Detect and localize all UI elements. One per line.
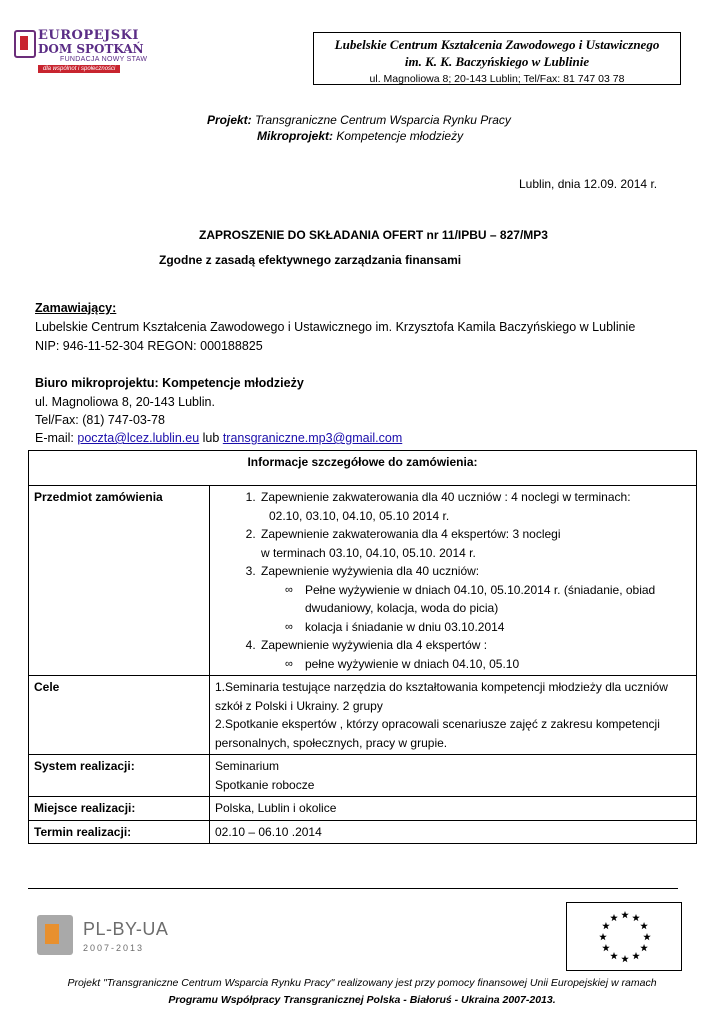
table-row <box>29 820 697 844</box>
logo-line-4: dla wspólnot i społeczności <box>38 65 120 73</box>
eu-star-icon <box>640 922 648 929</box>
eu-stars-icon <box>567 903 683 972</box>
item-continuation: 02.10, 03.10, 04.10, 05.10 2014 r. <box>269 508 450 523</box>
institution-name-1: Lubelskie Centrum Kształcenia Zawodowego i Ustawicznego <box>334 37 660 52</box>
footer-divider <box>28 888 678 889</box>
microproject-label: Mikroprojekt: <box>257 129 334 143</box>
zamawiajacy-ids: NIP: 946-11-52-304 REGON: 000188825 <box>35 339 263 353</box>
project-value: Transgraniczne Centrum Wsparcia Rynku Pracy <box>251 113 511 127</box>
list-item <box>259 488 691 525</box>
document-title: ZAPROSZENIE DO SKŁADANIA OFERT nr 11/IPBU – 827/MP3 <box>199 228 548 242</box>
cele-content <box>210 676 697 755</box>
zamawiajacy-heading: Zamawiający: <box>35 301 117 315</box>
sub-list <box>261 655 691 674</box>
eu-star-icon <box>610 952 618 959</box>
biuro-email-line <box>35 429 402 448</box>
eu-star-icon <box>621 911 629 918</box>
institution-name-2: im. K. K. Baczyńskiego w Lublinie <box>404 54 590 69</box>
pl-by-ua-logo <box>37 915 177 960</box>
document-date: Lublin, dnia 12.09. 2014 r. <box>519 177 658 191</box>
eu-star-icon <box>610 914 618 921</box>
cele-label: Cele <box>29 676 210 755</box>
item-text: Zapewnienie wyżywienia dla 4 ekspertów : <box>261 638 488 652</box>
footer-line-1: Projekt "Transgraniczne Centrum Wsparcia Rynku Pracy" realizowany jest przy pomocy finansowej Unii Europejskiej w ramach <box>67 977 657 989</box>
footer-line-2: Programu Współpracy Transgranicznej Polska - Białoruś - Ukraina 2007-2013. <box>168 994 556 1006</box>
microproject-value: Kompetencje młodzieży <box>333 129 464 143</box>
system-content <box>210 755 697 797</box>
item-text: Zapewnienie wyżywienia dla 40 uczniów: <box>261 564 480 578</box>
miejsce-value: Polska, Lublin i okolice <box>210 797 697 821</box>
eu-star-icon <box>599 933 607 940</box>
email-link-transgraniczne[interactable]: transgraniczne.mp3@gmail.com <box>222 431 403 445</box>
termin-label: Termin realizacji: <box>29 820 210 844</box>
miejsce-label: Miejsce realizacji: <box>29 797 210 821</box>
eu-flag-logo <box>566 902 682 971</box>
email-separator: lub <box>199 431 223 445</box>
logo-line-1: EUROPEJSKI <box>38 28 139 43</box>
eu-star-icon <box>632 914 640 921</box>
pl-by-ua-years: 2007-2013 <box>83 943 145 953</box>
przedmiot-label: Przedmiot zamówienia <box>29 486 210 676</box>
zamawiajacy-name: Lubelskie Centrum Kształcenia Zawodowego i Ustawicznego im. Krzysztofa Kamila Baczyńskiego w Lublinie <box>35 320 636 334</box>
table-row <box>29 676 697 755</box>
system-line-1: Seminarium <box>215 759 280 773</box>
cele-line-1: 1.Seminaria testujące narzędzia do kształtowania kompetencji młodzieży dla uczniów szkół z Polski i Ukrainy. 2 grupy <box>215 680 668 713</box>
biuro-address: ul. Magnoliowa 8, 20-143 Lublin. <box>35 395 215 409</box>
email-link-poczta[interactable]: poczta@lcez.lublin.eu <box>77 431 200 445</box>
logo-line-3: FUNDACJA NOWY STAW <box>60 56 148 63</box>
pl-by-ua-name: PL-BY-UA <box>83 919 169 939</box>
item-continuation: w terminach 03.10, 04.10, 05.10. 2014 r. <box>261 545 476 560</box>
cele-line-2: 2.Spotkanie ekspertów , którzy opracowali scenariusze zajęć z zakresu kompetencji personalnych, społecznych, pracy w grupie. <box>215 717 660 750</box>
sub-list-item: ∞ Pełne wyżywienie w dniach 04.10, 05.10.2014 r. (śniadanie, obiad dwudaniowy, kolacja, woda do picia) <box>285 581 691 618</box>
logo-line-2: DOM SPOTKAŃ <box>38 42 144 56</box>
logo-emblem-icon <box>14 30 36 58</box>
institution-header-box <box>313 32 681 85</box>
eu-star-icon <box>643 933 651 940</box>
item-text: Zapewnienie zakwaterowania dla 40 uczniów : 4 noclegi w terminach: <box>261 490 631 504</box>
item-text: Zapewnienie zakwaterowania dla 4 ekspertów: 3 noclegi <box>261 527 561 541</box>
table-header-row <box>29 451 697 486</box>
eu-star-icon <box>621 955 629 962</box>
eu-star-icon <box>632 952 640 959</box>
przedmiot-content <box>210 486 697 676</box>
sub-list-item: ∞ kolacja i śniadanie w dniu 03.10.2014 <box>285 618 691 637</box>
document-subtitle: Zgodne z zasadą efektywnego zarządzania finansami <box>159 253 462 267</box>
termin-value: 02.10 – 06.10 .2014 <box>210 820 697 844</box>
table-row <box>29 755 697 797</box>
project-label: Projekt: <box>207 113 252 127</box>
list-item <box>259 562 691 636</box>
sub-list <box>261 581 691 637</box>
biuro-phone: Tel/Fax: (81) 747-03-78 <box>35 413 165 427</box>
przedmiot-list <box>215 488 691 673</box>
table-row <box>29 797 697 821</box>
pl-by-ua-emblem-icon <box>37 915 73 955</box>
system-line-2: Spotkanie robocze <box>215 777 315 792</box>
eu-star-icon <box>602 944 610 951</box>
eu-star-icon <box>602 922 610 929</box>
table-header: Informacje szczegółowe do zamówienia: <box>29 451 697 486</box>
table-row <box>29 486 697 676</box>
institution-address: ul. Magnoliowa 8; 20-143 Lublin; Tel/Fax: 81 747 03 78 <box>369 73 625 85</box>
project-info <box>207 112 511 144</box>
biuro-heading: Biuro mikroprojektu: Kompetencje młodzieży <box>35 376 304 390</box>
system-label: System realizacji: <box>29 755 210 797</box>
eu-star-icon <box>640 944 648 951</box>
europejski-dom-spotkan-logo <box>14 28 164 78</box>
sub-list-item: ∞ pełne wyżywienie w dniach 04.10, 05.10 <box>285 655 691 674</box>
list-item <box>259 636 691 673</box>
order-details-table <box>28 450 697 844</box>
list-item <box>259 525 691 562</box>
email-label: E-mail: <box>35 431 78 445</box>
